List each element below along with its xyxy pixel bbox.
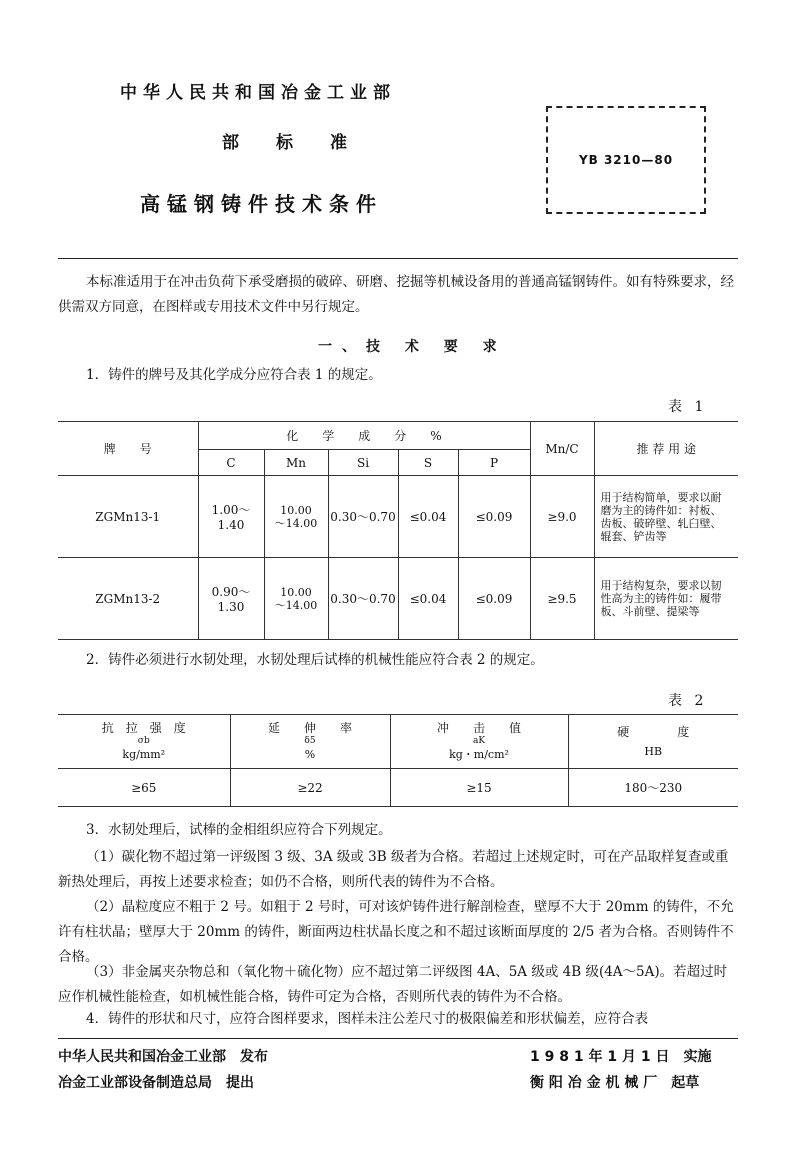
subheader-si: Si <box>328 450 398 476</box>
standard-type: 部 标 准 <box>222 133 357 153</box>
hardness-label: 硬 度 <box>617 724 690 739</box>
tensile-symbol: σb <box>137 736 150 746</box>
ministry-name: 中华人民共和国冶金工业部 <box>120 83 396 103</box>
tensile-value: ≥65 <box>58 769 230 807</box>
c-cell: 0.90～1.30 <box>198 558 264 640</box>
elongation-label: 延 伸 率 <box>267 721 352 735</box>
mn-min: 10.00 <box>280 585 312 599</box>
s-cell: ≤0.04 <box>398 476 458 558</box>
header-mn-c-ratio: Mn/C <box>530 422 594 476</box>
c-cell: 1.00～1.40 <box>198 476 264 558</box>
mnc-cell: ≥9.5 <box>530 558 594 640</box>
use-cell: 用于结构简单，要求以耐磨为主的铸件如：衬板、齿板、破碎壁、轧臼壁、辊套、铲齿等 <box>594 476 738 558</box>
mn-cell <box>264 476 328 558</box>
use-cell: 用于结构复杂，要求以韧性高为主的铸件如：履带板、斗前壁、提梁等 <box>594 558 738 640</box>
table-row <box>58 558 738 640</box>
tensile-unit: kg/mm² <box>122 748 166 761</box>
grade-cell: ZGMn13-1 <box>58 476 198 558</box>
hardness-value: 180～230 <box>568 769 738 807</box>
clause-4: 4．铸件的形状和尺寸，应符合图样要求，图样未注公差尺寸的极限偏差和形状偏差，应符合表 <box>86 1011 649 1027</box>
p-cell: ≤0.09 <box>458 558 530 640</box>
impact-unit: kg・m/cm² <box>449 748 509 761</box>
clause-1: 1．铸件的牌号及其化学成分应符合表 1 的规定。 <box>86 367 382 383</box>
subheader-s: S <box>398 450 458 476</box>
p-cell: ≤0.09 <box>458 476 530 558</box>
standard-code-box <box>546 106 706 214</box>
clause-3: 3．水韧处理后，试棒的金相组织应符合下列规定。 <box>86 822 392 838</box>
chemical-composition-table <box>58 421 738 640</box>
standard-code: YB 3210—80 <box>578 153 674 167</box>
subheader-p: P <box>458 450 530 476</box>
header-grade: 牌 号 <box>58 422 198 476</box>
table1-caption: 表 1 <box>668 399 708 415</box>
hardness-unit: HB <box>644 744 663 758</box>
mn-cell <box>264 558 328 640</box>
impact-symbol: aK <box>472 736 486 746</box>
clause-3-1: （1）碳化物不超过第一评级图 3 级、3A 级或 3B 级者为合格。若超过上述规定时，可在产品取样复查或重新热处理后，再按上述要求检查；如仍不合格，则所代表的铸件为不合格。 <box>58 849 729 890</box>
document-title: 高锰钢铸件技术条件 <box>140 192 383 216</box>
impact-value: ≥15 <box>390 769 568 807</box>
clause-2: 2．铸件必须进行水韧处理，水韧处理后试棒的机械性能应符合表 2 的规定。 <box>86 652 544 668</box>
tensile-label: 抗 拉 强 度 <box>101 721 186 735</box>
drafter: 衡 阳 冶 金 机 械 厂 起草 <box>530 1075 700 1091</box>
mn-min: 10.00 <box>280 503 312 517</box>
mn-max: ～14.00 <box>274 598 318 612</box>
table-row <box>58 769 738 807</box>
mn-max: ～14.00 <box>274 516 318 530</box>
header-chemical-composition: 化 学 成 分 % <box>198 422 530 450</box>
elongation-symbol: δ5 <box>304 736 316 746</box>
mnc-cell: ≥9.0 <box>530 476 594 558</box>
elongation-unit: % <box>304 748 316 761</box>
intro-paragraph: 本标准适用于在冲击负荷下承受磨损的破碎、研磨、挖掘等机械设备用的普通高锰钢铸件。如有特殊要求，经供需双方同意，在图样或专用技术文件中另行规定。 <box>58 274 734 315</box>
effective-date: 1 9 8 1 年 1 月 1 日 实施 <box>530 1049 712 1065</box>
proposer: 冶金工业部设备制造总局 提出 <box>58 1075 254 1091</box>
issuer: 中华人民共和国冶金工业部 发布 <box>58 1049 268 1065</box>
header-hardness <box>568 715 738 769</box>
impact-label: 冲 击 值 <box>436 721 521 735</box>
header-elongation <box>230 715 390 769</box>
header-rule <box>58 258 738 259</box>
elongation-value: ≥22 <box>230 769 390 807</box>
si-cell: 0.30～0.70 <box>328 558 398 640</box>
header-recommended-use: 推 荐 用 途 <box>594 422 738 476</box>
mechanical-properties-table <box>58 714 738 807</box>
header-impact-value <box>390 715 568 769</box>
header-tensile-strength <box>58 715 230 769</box>
grade-cell: ZGMn13-2 <box>58 558 198 640</box>
si-cell: 0.30～0.70 <box>328 476 398 558</box>
subheader-mn: Mn <box>264 450 328 476</box>
table2-caption: 表 2 <box>668 693 708 709</box>
footer-rule <box>58 1038 738 1039</box>
clause-3-3: （3）非金属夹杂物总和（氧化物＋硫化物）应不超过第二评级图 4A、5A 级或 4B 级(4A～5A)。若超过时应作机械性能检查，如机械性能合格，铸件可定为合格，否则所代表的铸件为不合格。 <box>58 964 728 1005</box>
s-cell: ≤0.04 <box>398 558 458 640</box>
subheader-c: C <box>198 450 264 476</box>
clause-3-2: （2）晶粒度应不粗于 2 号。如粗于 2 号时，可对该炉铸件进行解剖检查，壁厚不大于 20mm 的铸件，不允许有柱状晶；壁厚大于 20mm 的铸件，断面两边柱状晶长度之和不超过该断面厚度的 2/5 者为合格。否则铸件不合格。 <box>58 899 734 965</box>
table-row <box>58 476 738 558</box>
section-heading: 一、技 术 要 求 <box>318 339 507 355</box>
